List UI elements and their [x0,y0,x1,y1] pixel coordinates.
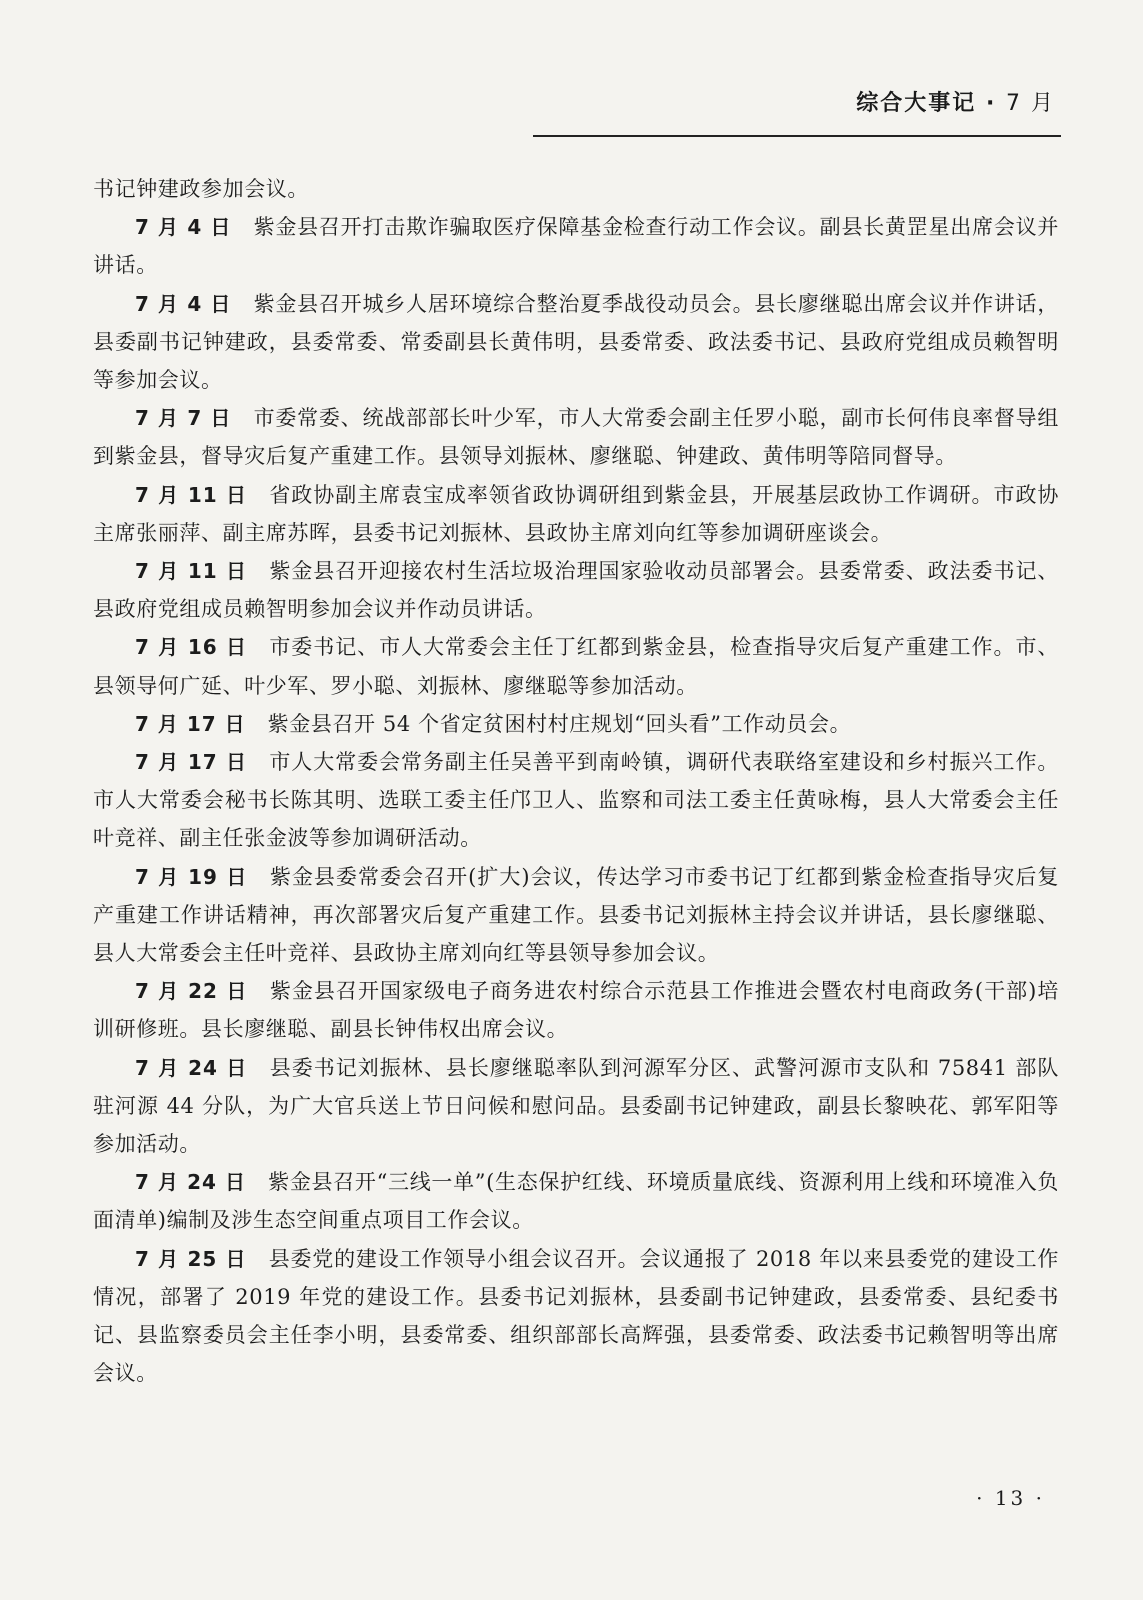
entry-paragraph [93,1240,1059,1393]
entry-text: 紫金县召开“三线一单”(生态保护红线、环境质量底线、资源利用上线和环境准入负面清单)编制及涉生态空间重点项目工作会议。 [93,1170,1060,1233]
entry-paragraph [93,1163,1059,1239]
entry-paragraph [93,972,1059,1048]
entry-paragraph [93,743,1059,858]
entry-paragraph [93,858,1059,973]
entry-text: 县委书记刘振林、县长廖继聪率队到河源军分区、武警河源市支队和 75841 部队驻河源 44 分队，为广大官兵送上节日问候和慰问品。县委副书记钟建政，副县长黎映花、郭军阳等参加活动。 [93,1055,1059,1157]
entry-date: 7 月 19 日 [135,864,248,889]
entry-text: 紫金县召开城乡人居环境综合整治夏季战役动员会。县长廖继聪出席会议并作讲话，县委副书记钟建政，县委常委、常委副县长黄伟明，县委常委、政法委书记、县政府党组成员赖智明等参加会议。 [93,291,1059,393]
entry-text: 市委书记、市人大常委会主任丁红都到紫金县，检查指导灾后复产重建工作。市、县领导何广延、叶少军、罗小聪、刘振林、廖继聪等参加活动。 [93,635,1059,698]
entry-text: 紫金县召开迎接农村生活垃圾治理国家验收动员部署会。县委常委、政法委书记、县政府党组成员赖智明参加会议并作动员讲话。 [93,559,1059,622]
header-rule [533,135,1061,137]
entry-paragraph [93,552,1059,628]
entry-paragraph [93,285,1059,400]
entry-text: 紫金县召开国家级电子商务进农村综合示范县工作推进会暨农村电商政务(干部)培训研修班。县长廖继聪、副县长钟伟权出席会议。 [93,979,1059,1042]
entry-paragraph [93,628,1059,704]
entry-date: 7 月 16 日 [135,635,248,660]
entry-date: 7 月 24 日 [135,1170,247,1195]
entry-paragraph [93,1049,1059,1164]
entry-date: 7 月 4 日 [135,291,232,316]
entry-paragraph [93,399,1059,475]
entry-paragraph [93,705,1059,743]
entry-text: 市委常委、统战部部长叶少军，市人大常委会副主任罗小聪，副市长何伟良率督导组到紫金县，督导灾后复产重建工作。县领导刘振林、廖继聪、钟建政、黄伟明等陪同督导。 [93,406,1059,469]
continuation-paragraph: 书记钟建政参加会议。 [93,177,309,201]
entry-text: 紫金县召开打击欺诈骗取医疗保障基金检查行动工作会议。副县长黄罡星出席会议并讲话。 [93,215,1059,278]
entry-date: 7 月 4 日 [135,215,232,240]
entry-date: 7 月 7 日 [135,406,232,431]
header-separator: · [985,91,997,116]
body-text [93,170,1059,1393]
entry-date: 7 月 25 日 [135,1246,247,1271]
entry-date: 7 月 11 日 [135,559,248,584]
entry-date: 7 月 17 日 [135,711,246,736]
running-header [856,86,1055,117]
entry-text: 县委党的建设工作领导小组会议召开。会议通报了 2018 年以来县委党的建设工作情况，部署了 2019 年党的建设工作。县委书记刘振林，县委副书记钟建政，县委常委、县纪委书记、县监察委员会主任李小明，县委常委、组织部部长高辉强，县委常委、政法委书记赖智明等出席会议。 [93,1246,1059,1386]
entry-date: 7 月 17 日 [135,750,248,775]
entry-text: 省政协副主席袁宝成率领省政协调研组到紫金县，开展基层政协工作调研。市政协主席张丽萍、副主席苏晖，县委书记刘振林、县政协主席刘向红等参加调研座谈会。 [93,482,1059,545]
entry-date: 7 月 11 日 [135,482,248,507]
header-month: 7 月 [1006,91,1055,116]
entry-text: 紫金县委常委会召开(扩大)会议，传达学习市委书记丁红都到紫金检查指导灾后复产重建工作讲话精神，再次部署灾后复产重建工作。县委书记刘振林主持会议并讲话，县长廖继聪、县人大常委会主任叶竞祥、县政协主席刘向红等县领导参加会议。 [93,864,1059,966]
page-number: · 13 · [976,1486,1045,1510]
entry-paragraph [93,476,1059,552]
entry-paragraph [93,208,1059,284]
entry-date: 7 月 24 日 [135,1055,248,1080]
header-title: 综合大事记 [856,91,977,116]
entry-text: 紫金县召开 54 个省定贫困村村庄规划“回头看”工作动员会。 [267,711,852,736]
entry-date: 7 月 22 日 [135,979,248,1004]
entry-text: 市人大常委会常务副主任吴善平到南岭镇，调研代表联络室建设和乡村振兴工作。市人大常委会秘书长陈其明、选联工委主任邝卫人、监察和司法工委主任黄咏梅，县人大常委会主任叶竞祥、副主任张金波等参加调研活动。 [93,750,1059,851]
